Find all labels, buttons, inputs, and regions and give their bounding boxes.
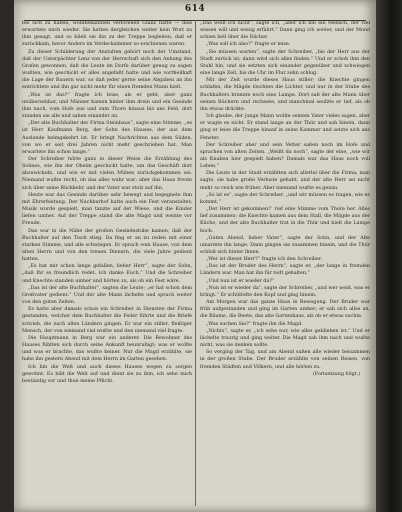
page-header xyxy=(14,4,376,18)
paragraph: „Der Herr ist gekommen!“ rief eine Stimme vom Thore her. Alles lief zusammen; die Knechte kamen aus dem Stall, die Mägde aus der Küche, und der alte Buchhalter trat in die Thür und hielt die Lampe hoch. xyxy=(200,206,370,234)
page-number: 614 xyxy=(184,4,206,14)
paragraph: „Wer ist dieser Herr?“ fragte ich den Schreiber. xyxy=(206,256,323,263)
newspaper-page xyxy=(14,0,376,512)
paragraph: „Nichts“, sagte er, „ich sehe nur, wie alles geblieben ist.“ Und er lächelte traurig und ging weiter. Die Magd sah ihm nach und wußte nicht, was sie denken sollte. xyxy=(200,327,370,349)
paragraph: „Guten Abend, lieber Vater“, sagte der Sohn, und der Alte umarmte ihn lange. Dann gingen sie zusammen hinein, und die Thür schloß sich hinter ihnen. xyxy=(200,234,370,255)
paragraph: „Was suchen Sie?“ fragte ihn die Magd. xyxy=(206,320,303,327)
right-column xyxy=(200,20,370,506)
paragraph: „Der alte Buchhalter der Firma Steinhaus“, sagte eine Stimme, „es ist Herr Kaufmann Berg, der Sohn des Hauses, der aus dem Auslande heimgekehrt ist. Er bringt Nachrichten aus dem Süden, von wo er seit drei Jahren nicht mehr geschrieben hat. Man erwartete ihn schon lange.“ xyxy=(22,120,192,155)
paragraph: „Das weiß ich nicht“, sagte ich, „aber ich bin ein Mensch, der viel wissen will und wenig erfährt.“ Dann ging ich weiter, und der Mond schien hell über die Dächer. xyxy=(200,20,370,41)
paragraph: Das war in die Nähe der großen Gesindestube kamen, daß der Buchhalter auf den Tisch stieg. Da fing er an zu reden mit einer starken Stimme, und alle schwiegen. Er sprach vom Hause, von dem alten Herrn und von den treuen Dienern, die viele Jahre gedient hatten. xyxy=(22,227,192,263)
paragraph: „Und nun ist er wieder da?“ xyxy=(206,277,275,284)
paragraph: „Was soll ich also?“ fragte er leise. xyxy=(206,41,291,48)
paragraph: Die Leute in der Stadt erzählten sich allerlei über die Firma; man sagte, sie habe große Verluste gehabt, und der alte Herr sei nicht mehr so reich wie früher. Aber niemand wußte es genau. xyxy=(200,170,370,191)
paragraph: „Es hat mir schon lange gefallen, lieber Herr“, sagte der Sohn, „daß Ihr so freundlich redet. Ich danke Euch.“ Und die Schreiber und Knechte standen umher und hörten zu, als ob ein Fest wäre. xyxy=(22,263,192,284)
paragraph: „Nun ist er wieder da“, sagte der Schreiber, „und wer weiß, was er bringt.“ Er schüttelte den Kopf und ging hinein. xyxy=(200,284,370,298)
paragraph: So verging der Tag, und am Abend saßen alle wieder beisammen in der großen Stube. Der Bruder erzählte von seinen Reisen, von fremden Städten und Völkern, und alle hörten zu. xyxy=(200,349,370,370)
paragraph: Zu dieser Schilderung der Anstalten gehört noch der Umstand, daß der Unterpächter Lenz von der Herrschaft sich den Anhang des Grafen gewonnen, daß die Leute im Dorfe darüber genug zu sagen wußten, wie geschickt er alles angefaßt hatte und wie vortheilhaft die Lage der Bauern war, so daß jeder gerne seine Abgaben an ihn entrichtete und ihn gar nicht mehr für einen fremden Mann hielt. xyxy=(22,48,192,91)
book-binding xyxy=(376,0,402,512)
paragraph: Am Morgen war das ganze Haus in Bewegung. Der Bruder war früh aufgestanden und ging im Garten umher; er sah sich alles an, die Bäume, die Beete, das alte Gartenhaus, als ob er etwas suchte. xyxy=(200,299,370,320)
column-divider xyxy=(195,20,196,506)
continuation-note: (Fortsetzung folgt.) xyxy=(312,370,360,377)
paragraph: Heute war das Gesinde darüber sehr bewegt und begegnete ihm mit Ehrerbietung. Der Nachbarhof hatte auch ein Fest veranstaltet; Musik wurde gespielt, man tanzte auf der Wiese, und die Kinder liefen umher. Auf der Treppe stand die alte Magd und weinte vor Freude. xyxy=(22,191,192,227)
paragraph: „Was ist das?“ fragte ich leise, als er geht, aber ganz unübersehbar, und Männer kamen hinter ihm drein und ein Gesinde ihm nach, vom Hofe aus und zum Thore hinaus bis ans Feld, dort standen sie alle und sahen einander an. xyxy=(22,91,192,120)
paragraph: „Das ist der alte Buchhalter“, sagten die Leute; „er hat schon dem Großvater gedient.“ Und der alte Mann lächelte und sprach weiter von den guten Zeiten. xyxy=(22,284,192,306)
paragraph: „Das ist der Bruder des Herrn“, sagte er, „der lange in fremden Ländern war. Man hat ihn für todt gehalten.“ xyxy=(200,263,370,277)
paragraph: Der Schreiber aber und sein Vetter saßen noch im Hofe und sprachen von alten Zeiten. „Weißt du noch“, sagte der eine, „wie wir als Knaben hier gespielt haben? Damals war das Haus noch voll Leben.“ xyxy=(200,141,370,170)
paragraph: Ich glaube, der junge Mann wollte seinem Vater vieles sagen, aber er wagte es nicht. Er stand lange an der Thür und sah hinein, dann ging er leise die Treppe hinauf in seine Kammer und setzte sich ans Fenster. xyxy=(200,113,370,141)
paragraph: bei sich zu haben, wohlbekannten verlorenen Glanz hätte — dies erwartete mich wieder. Sie hatten dergleichen weiter kein Wort zu ihm gesagt, und so blieb sie ihn zu der Treppe begleiten, daß er zurückkam, bevor Andere im Verdeckzimmer so erschienen waren. xyxy=(22,20,192,48)
paragraph: „So ist es“, sagte der Schreiber, „und wir müssen es tragen, wie es kommt.“ xyxy=(200,191,370,205)
paragraph: „Sie müssen warten“, sagte der Schreiber, „bis der Herr aus der Stadt zurück ist; dann wird sich alles finden.“ Und er schob ihm den Stuhl hin, und sie setzten sich einander gegenüber und schwiegen eine lange Zeit, bis die Uhr im Flur zehn schlug. xyxy=(200,48,370,77)
paragraph: Es hatte aber damals schon ein Schreiber in Diensten der Firma gestanden, welcher dem Buchhalter die Feder führte und die Briefe schrieb, die nach allen Ländern gingen. Er war ein stiller, fleißiger Mensch, der von niemand viel wußte und den niemand viel fragte. xyxy=(22,306,192,334)
paragraph: Mit der Zeit wurde dieses Haus stiller; die Knechte gingen schlafen, die Mägde löschten die Lichter, und nur in der Stube des Buchhalters brannte noch eine Lampe. Dort saß der alte Mann über seinen Büchern und rechnete, und manchmal seufzte er tief, als ob ihn etwas drückte. xyxy=(200,77,370,112)
left-column xyxy=(22,20,192,506)
paragraph: Der Schreiber hörte ganz in dieser Weise die Erzählung des Sohnes, wie ihn der Oheim geschickt hatte, um das Geschäft dort abzuwickeln, und wie er mit vielen Mühen zurückgekommen sei. Niemand wußte recht, ob das alles wahr war; aber das Haus freute sich über seine Rückkehr, und der Vater war stolz auf ihn. xyxy=(22,155,192,191)
paragraph: Ich bin die Welt und auch dieses Hauses wegen zu sorgen gewohnt. Es hält die Welt auf und dient sie zu ihm, ich sehe mich beständig vor und thue meine Pflicht. xyxy=(22,363,192,384)
paragraph: Die Hauptmann in Berg war ein anderer. Die Bewohner des Hauses fühlten sich durch seine Ankunft beunruhigt; was er wollte und was er brachte, das wußte keiner. Nur die Magd erzählte, sie habe ihn gestern Abend mit dem Herrn im Garten gesehen. xyxy=(22,334,192,363)
